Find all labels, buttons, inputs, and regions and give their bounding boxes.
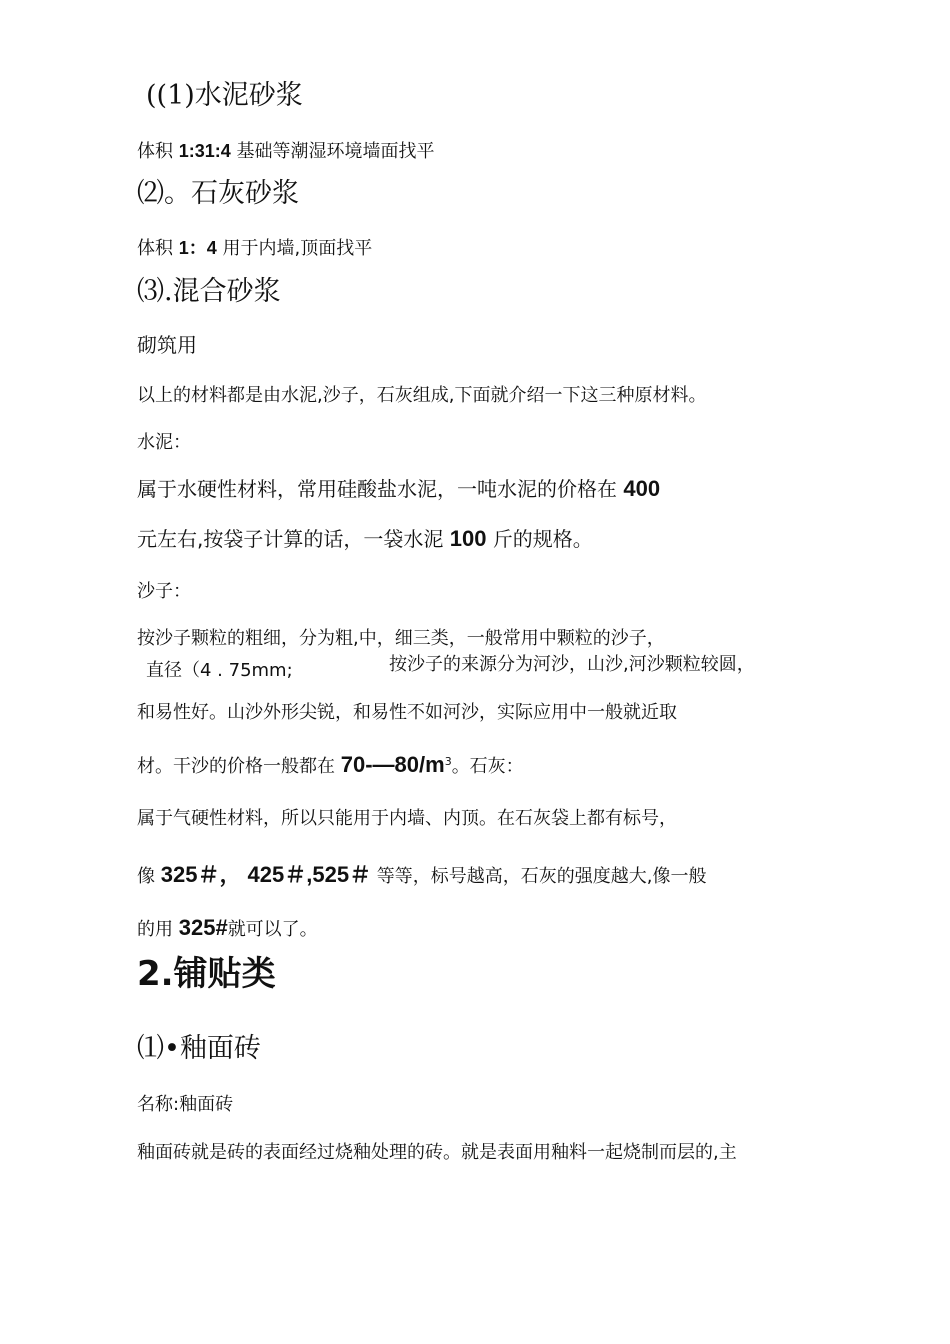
text: 等等，标号越高，石灰的强度越大,像一般 xyxy=(371,866,707,887)
text: 斤的规格。 xyxy=(486,527,593,551)
cement-paragraph-2 xyxy=(137,526,593,552)
text: 元左右,按袋子计算的话，一袋水泥 xyxy=(137,527,450,551)
sand-paragraph-4 xyxy=(137,752,524,778)
grade-number: 325# xyxy=(178,915,228,940)
weight-number: 100 xyxy=(449,526,487,551)
mixed-mortar-use: 砌筑用 xyxy=(137,333,197,357)
cement-paragraph-1 xyxy=(137,476,660,502)
heading-lime-mortar: ⑵。石灰砂浆 xyxy=(137,178,299,209)
lime-mortar-spec xyxy=(137,238,372,260)
sand-paragraph-3: 和易性好。山沙外形尖锐，和易性不如河沙，实际应用中一般就近取 xyxy=(137,702,677,723)
intro-paragraph: 以上的材料都是由水泥,沙子，石灰组成,下面就介绍一下这三种原材料。 xyxy=(137,385,707,406)
spec-ratio: 1：4 xyxy=(178,238,217,258)
price-range: 70-—80/m xyxy=(340,752,445,777)
cement-mortar-spec xyxy=(137,141,435,163)
heading-mixed-mortar: ⑶.混合砂浆 xyxy=(137,276,281,307)
text: 就可以了。 xyxy=(227,919,318,940)
glazed-tile-description: 釉面砖就是砖的表面经过烧釉处理的砖。就是表面用釉料一起烧制而层的,主 xyxy=(137,1142,737,1163)
cement-label: 水泥： xyxy=(137,432,191,453)
text: 的用 xyxy=(137,919,179,940)
spec-ratio: 1:31:4 xyxy=(178,141,231,161)
spec-prefix: 体积 xyxy=(137,238,179,259)
heading-tiling: 2.铺贴类 xyxy=(137,954,276,994)
text: 材。干沙的价格一般都在 xyxy=(137,756,341,777)
glazed-tile-name: 名称:釉面砖 xyxy=(137,1094,234,1115)
lime-paragraph-1: 属于气硬性材料，所以只能用于内墙、内顶。在石灰袋上都有标号， xyxy=(137,808,677,829)
lime-paragraph-3 xyxy=(137,915,318,941)
spec-text: 用于内墙,顶面找平 xyxy=(216,238,373,259)
sand-paragraph-1: 按沙子颗粒的粗细，分为粗,中，细三类，一般常用中颗粒的沙子， xyxy=(137,628,665,649)
sand-label: 沙子： xyxy=(137,581,191,602)
grade-numbers: 325＃， 425＃,525＃ xyxy=(160,862,372,887)
superscript: 3 xyxy=(444,755,452,768)
text: 属于水硬性材料，常用硅酸盐水泥，一吨水泥的价格在 xyxy=(137,477,624,501)
price-number: 400 xyxy=(623,476,661,501)
heading-cement-mortar: ((1)水泥砂浆 xyxy=(146,80,303,111)
sand-paragraph-2-right: 按沙子的来源分为河沙，山沙,河沙颗粒较圆， xyxy=(389,654,755,675)
spec-prefix: 体积 xyxy=(137,141,179,162)
heading-glazed-tile: ⑴•釉面砖 xyxy=(137,1033,261,1064)
text: 像 xyxy=(137,866,161,887)
text: 。石灰： xyxy=(451,756,524,777)
spec-text: 基础等潮湿环境墙面找平 xyxy=(230,141,435,162)
sand-paragraph-2-left: 直径（4 . 75mm; xyxy=(146,660,293,680)
lime-paragraph-2 xyxy=(137,862,707,888)
